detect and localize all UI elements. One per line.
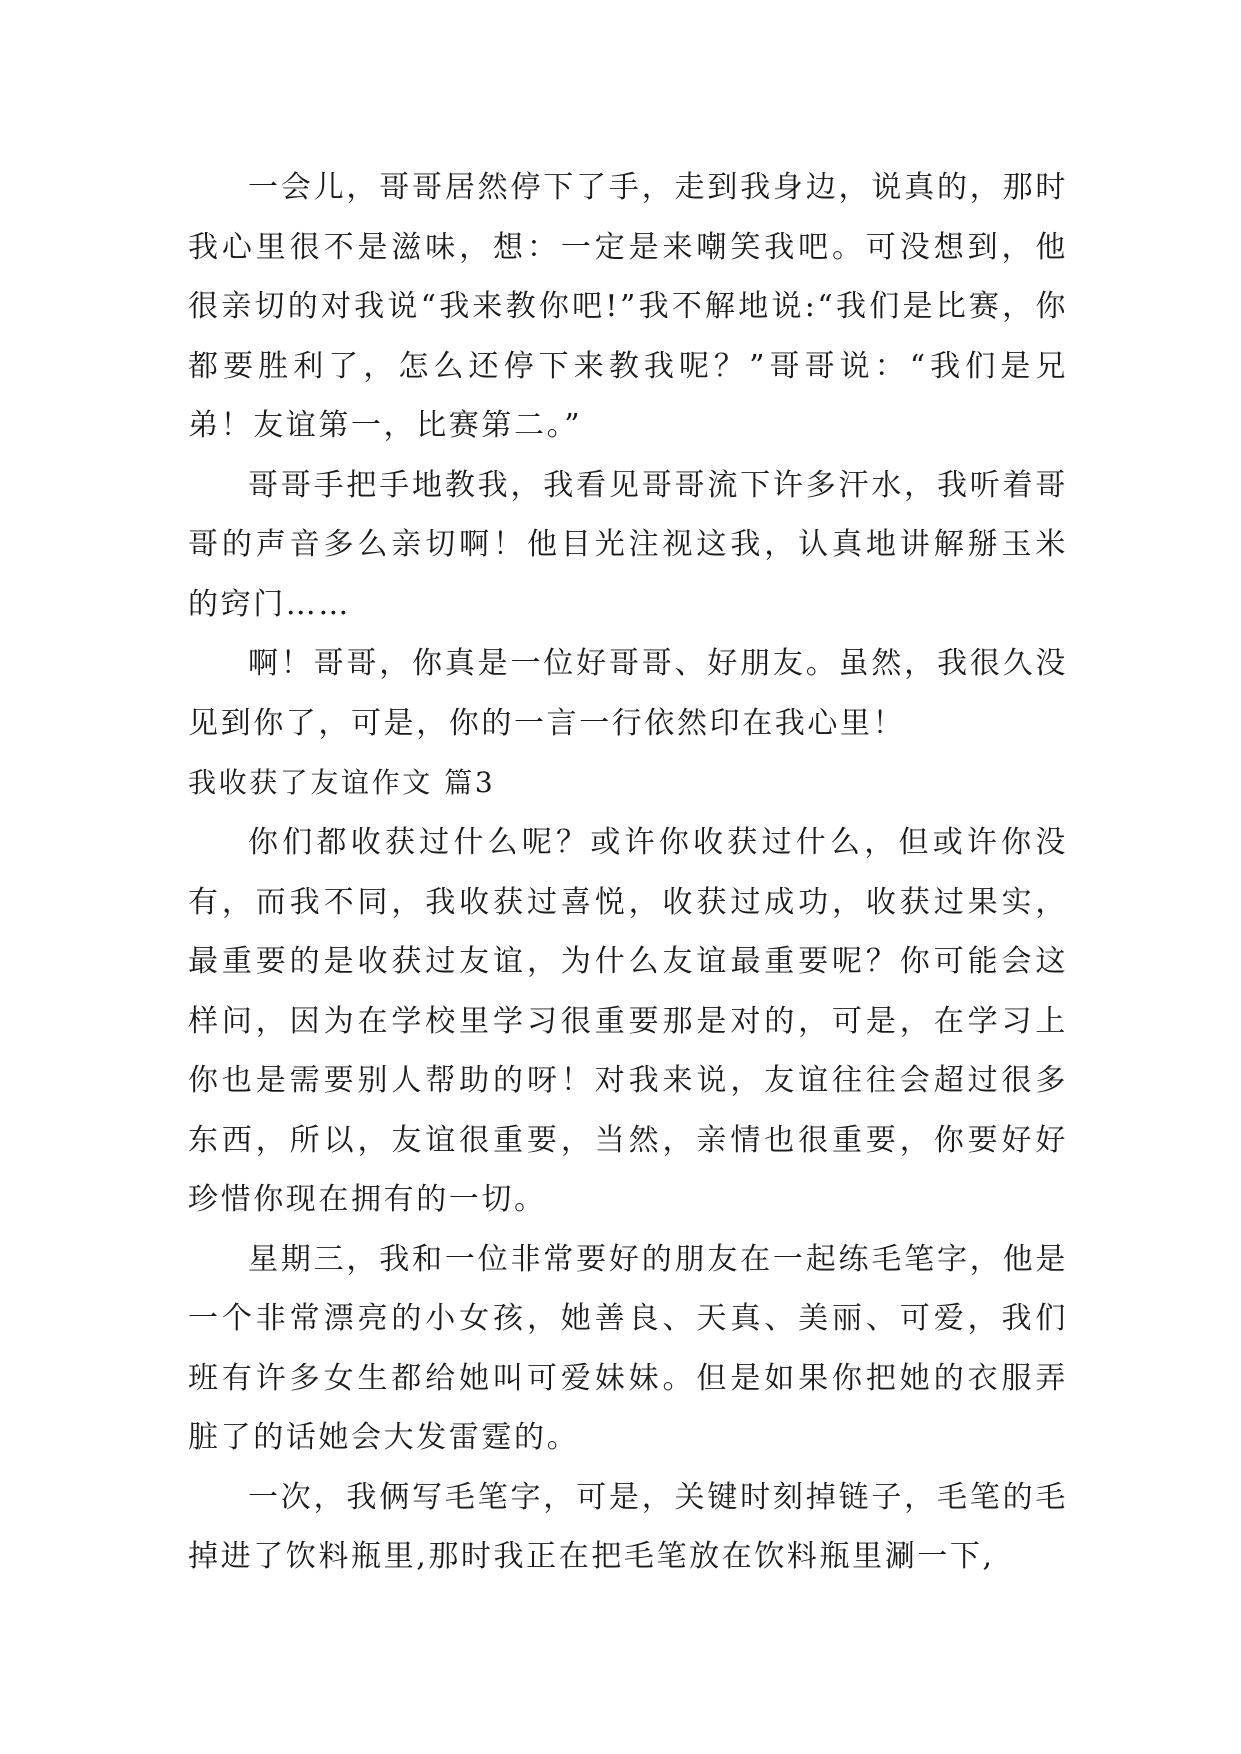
paragraph-what-harvested: 你们都收获过什么呢？或许你收获过什么，但或许你没有，而我不同，我收获过喜悦，收获过成功，收获过果实，最重要的是收获过友谊，为什么友谊最重要呢？你可能会这样问，因为在学校里学习很重要那是对的，可是，在学习上你也是需要别人帮助的呀！对我来说，友谊往往会超过很多东西，所以，友谊很重要，当然，亲情也很重要，你要好好珍惜你现在拥有的一切。: [188, 825, 1068, 1217]
paragraph-good-brother: 啊！哥哥，你真是一位好哥哥、好朋友。虽然，我很久没见到你了，可是，你的一言一行依然印在我心里！: [188, 646, 1068, 741]
paragraph-wednesday-calligraphy: 星期三，我和一位非常要好的朋友在一起练毛笔字，他是一个非常漂亮的小女孩，她善良、天真、美丽、可爱，我们班有许多女生都给她叫可爱妹妹。但是如果你把她的衣服弄脏了的话她会大发雷霆的。: [188, 1241, 1068, 1455]
document-body: [188, 158, 1068, 1587]
essay-heading: 我收获了友谊作文 篇3: [188, 766, 496, 799]
paragraph-brother-teaches: 哥哥手把手地教我，我看见哥哥流下许多汗水，我听着哥哥的声音多么亲切啊！他目光注视这我，认真地讲解掰玉米的窍门……: [188, 467, 1068, 622]
paragraph-brother-stops: 一会儿，哥哥居然停下了手，走到我身边，说真的，那时我心里很不是滋味，想：一定是来嘲笑我吧。可没想到，他很亲切的对我说“我来教你吧!”我不解地说:“我们是比赛，你都要胜利了，怎么还停下来教我呢？”哥哥说：“我们是兄弟！友谊第一，比赛第二。”: [188, 170, 1068, 443]
paragraph-brush-falls: 一次，我俩写毛笔字，可是，关键时刻掉链子，毛笔的毛掉进了饮料瓶里,那时我正在把毛笔放在饮料瓶里涮一下,: [188, 1479, 1068, 1574]
